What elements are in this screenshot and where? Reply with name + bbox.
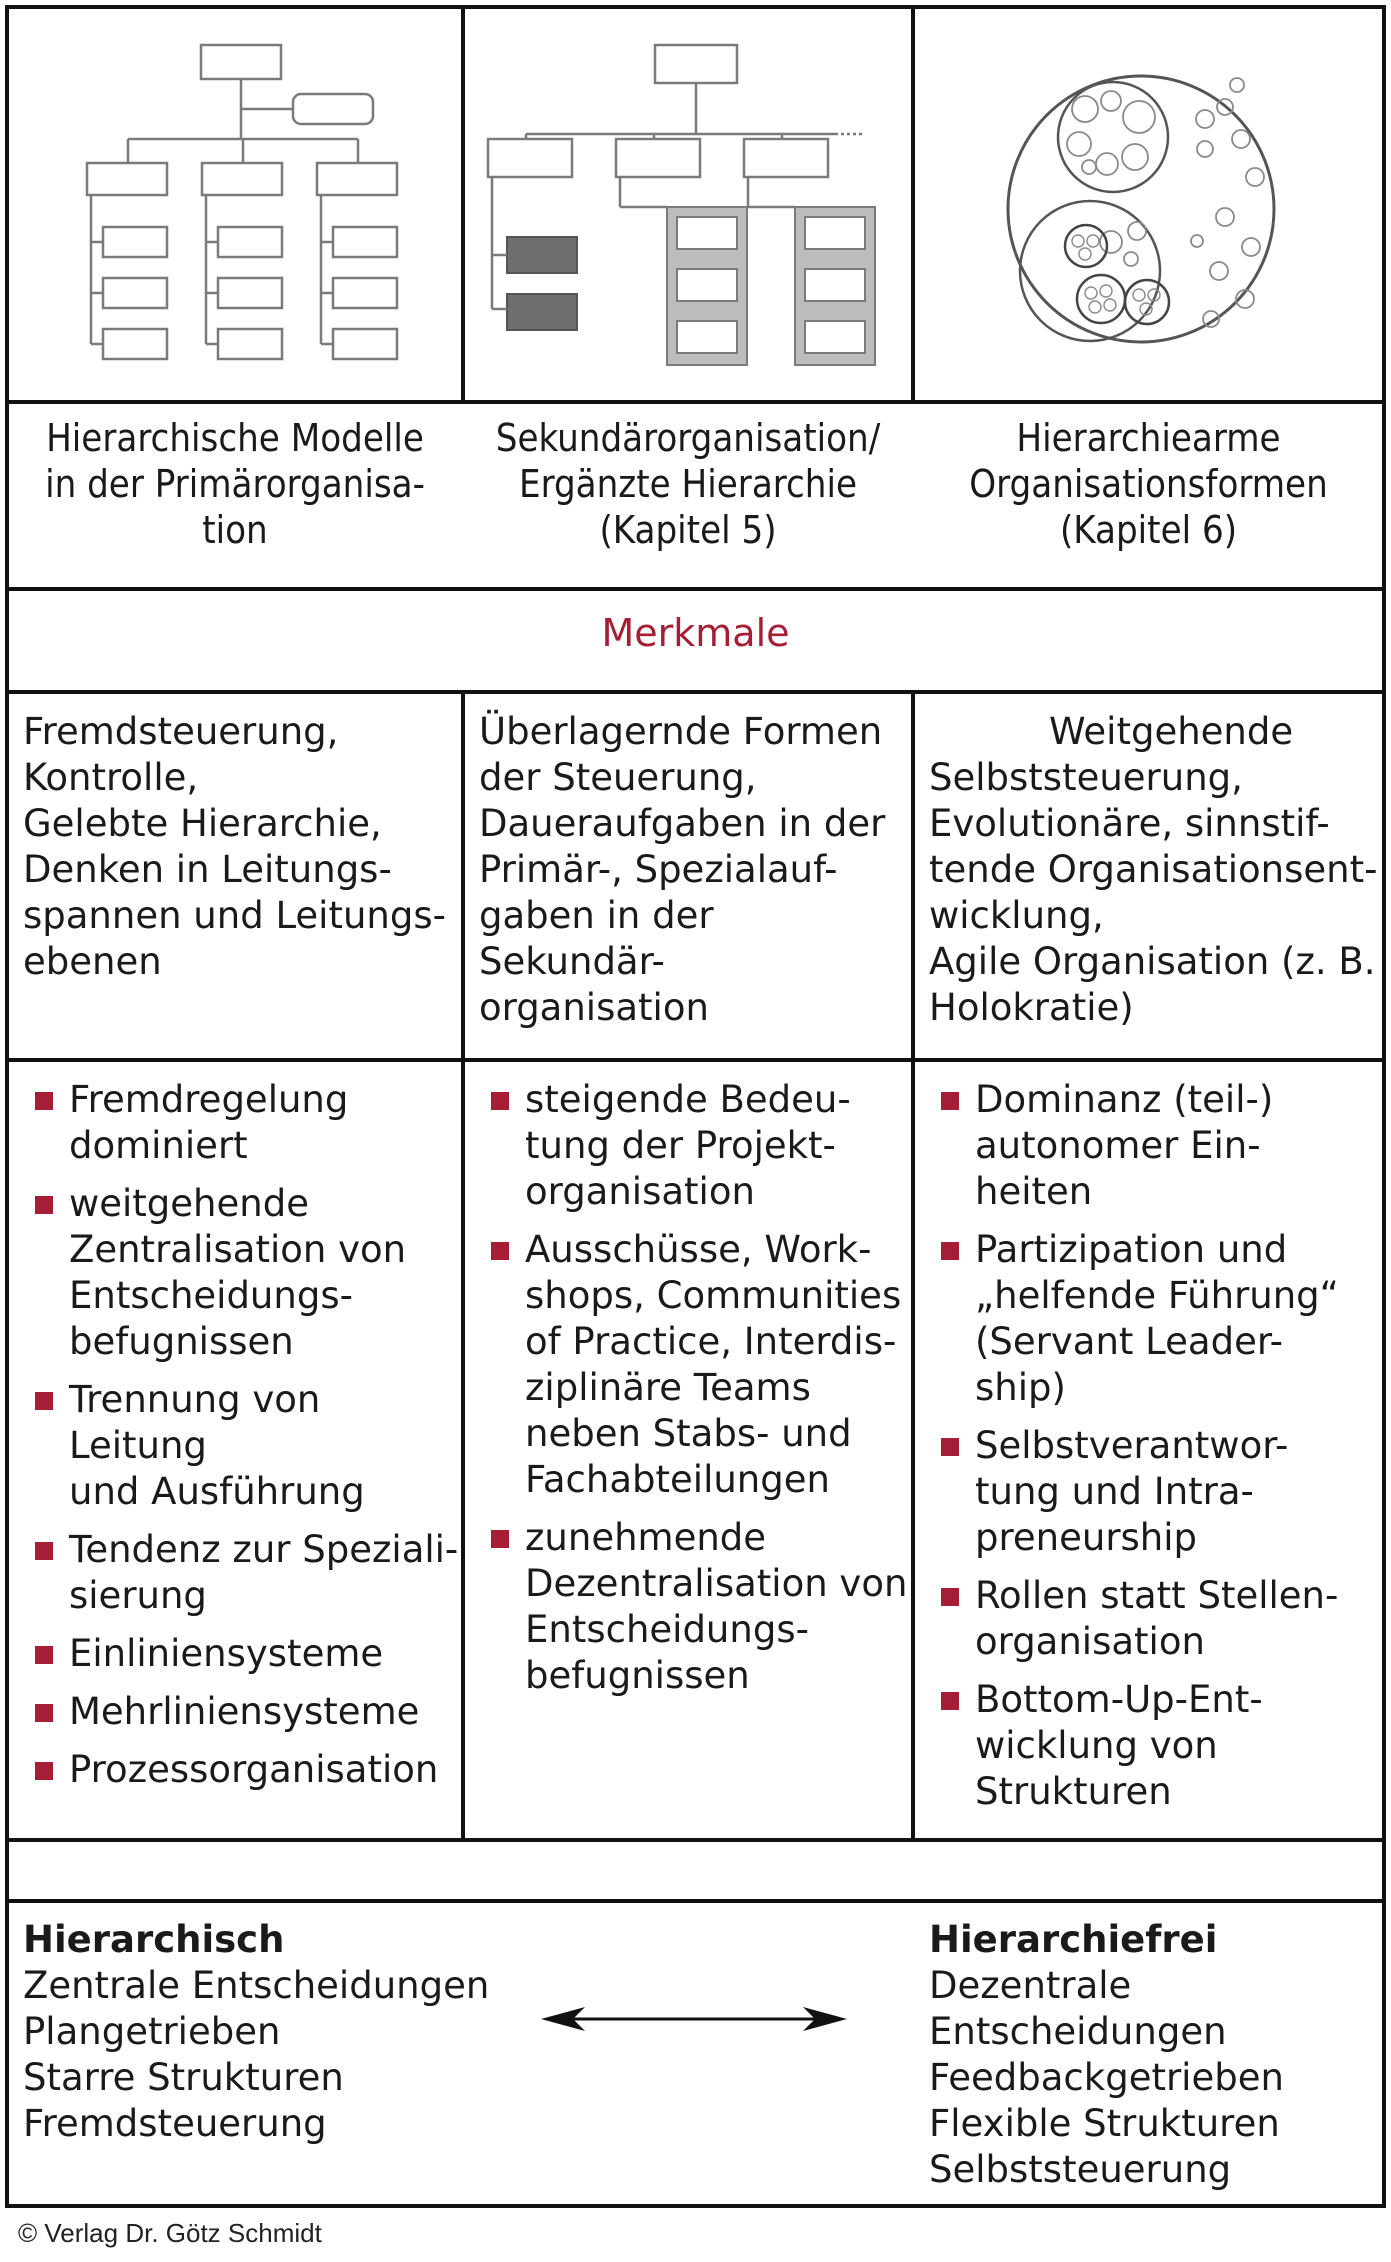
list-item: Partizipation und „helfende Führung“ (Servant Leader- ship) — [915, 1227, 1382, 1411]
header-low-hierarchy: Hierarchiearme Organisationsformen (Kapitel 6) — [969, 416, 1328, 552]
org-chart-secondary-icon — [465, 9, 911, 400]
bullets-low-hierarchy — [915, 1077, 1382, 1827]
divider — [9, 1838, 1382, 1842]
bullets-secondary — [465, 1077, 911, 1711]
list-item: Mehrliniensysteme — [9, 1689, 461, 1735]
list-item: Selbstverantwor- tung und Intra- preneurship — [915, 1423, 1382, 1561]
bullet-square-icon — [491, 1242, 509, 1260]
list-item: Rollen statt Stellen- organisation — [915, 1573, 1382, 1665]
bullet-square-icon — [35, 1704, 53, 1722]
overview-table — [5, 5, 1386, 2208]
divider — [9, 1058, 1382, 1062]
double-arrow-icon — [539, 1999, 849, 2039]
divider — [9, 1899, 1382, 1903]
header-primary: Hierarchische Modelle in der Primärorganisa- tion — [45, 416, 425, 552]
bullets-primary — [9, 1077, 461, 1805]
list-item: Einliniensysteme — [9, 1631, 461, 1677]
copyright-notice: © Verlag Dr. Götz Schmidt — [18, 2218, 322, 2248]
list-item: Dominanz (teil-) autonomer Ein- heiten — [915, 1077, 1382, 1215]
list-item: Prozessorganisation — [9, 1747, 461, 1793]
bullet-square-icon — [35, 1092, 53, 1110]
bullet-square-icon — [491, 1092, 509, 1110]
list-item: Fremdregelung dominiert — [9, 1077, 461, 1169]
list-item: steigende Bedeu- tung der Projekt- organisation — [465, 1077, 911, 1215]
list-item: Trennung von Leitung und Ausführung — [9, 1377, 461, 1515]
bullet-square-icon — [941, 1692, 959, 1710]
divider — [9, 587, 1382, 591]
list-item: Bottom-Up-Ent- wicklung von Strukturen — [915, 1677, 1382, 1815]
bullet-square-icon — [941, 1588, 959, 1606]
spectrum-hierarchical: Hierarchisch Zentrale Entscheidungen Plangetrieben Starre Strukturen Fremdsteuerung — [23, 1918, 490, 2145]
bullet-square-icon — [35, 1646, 53, 1664]
description-secondary: Überlagernde Formen der Steuerung, Daueraufgaben in der Primär-, Spezialauf- gaben in der Sekundär- organisation — [479, 710, 886, 1029]
merkmale-heading: Merkmale — [601, 611, 790, 655]
divider — [9, 690, 1382, 694]
bullet-square-icon — [35, 1196, 53, 1214]
header-secondary: Sekundärorganisation/ Ergänzte Hierarchie (Kapitel 5) — [495, 416, 881, 552]
bullet-square-icon — [941, 1438, 959, 1456]
list-item: zunehmende Dezentralisation von Entscheidungs- befugnissen — [465, 1515, 911, 1699]
list-item: Tendenz zur Speziali- sierung — [9, 1527, 461, 1619]
bullet-square-icon — [35, 1542, 53, 1560]
org-chart-primary-icon — [9, 9, 461, 400]
spectrum-hierarchy-free: Hierarchiefrei Dezentrale Entscheidungen Feedbackgetrieben Flexible Strukturen Selbststeuerung — [929, 1918, 1284, 2191]
holacracy-circles-icon — [915, 9, 1382, 400]
divider — [9, 400, 1382, 404]
description-primary: Fremdsteuerung, Kontrolle, Gelebte Hierarchie, Denken in Leitungs- spannen und Leitungs- ebenen — [23, 710, 446, 983]
bullet-square-icon — [941, 1242, 959, 1260]
list-item: Ausschüsse, Work- shops, Communities of Practice, Interdis- ziplinäre Teams neben Stabs- und Fachabteilungen — [465, 1227, 911, 1503]
bullet-square-icon — [941, 1092, 959, 1110]
bullet-square-icon — [491, 1530, 509, 1548]
description-low-hierarchy: Weitgehende Selbststeuerung, Evolutionäre, sinnstif- tende Organisationsent- wicklung, Agile Organisation (z. B. Holokratie) — [929, 710, 1378, 1029]
list-item: weitgehende Zentralisation von Entscheidungs- befugnissen — [9, 1181, 461, 1365]
bullet-square-icon — [35, 1392, 53, 1410]
bullet-square-icon — [35, 1762, 53, 1780]
